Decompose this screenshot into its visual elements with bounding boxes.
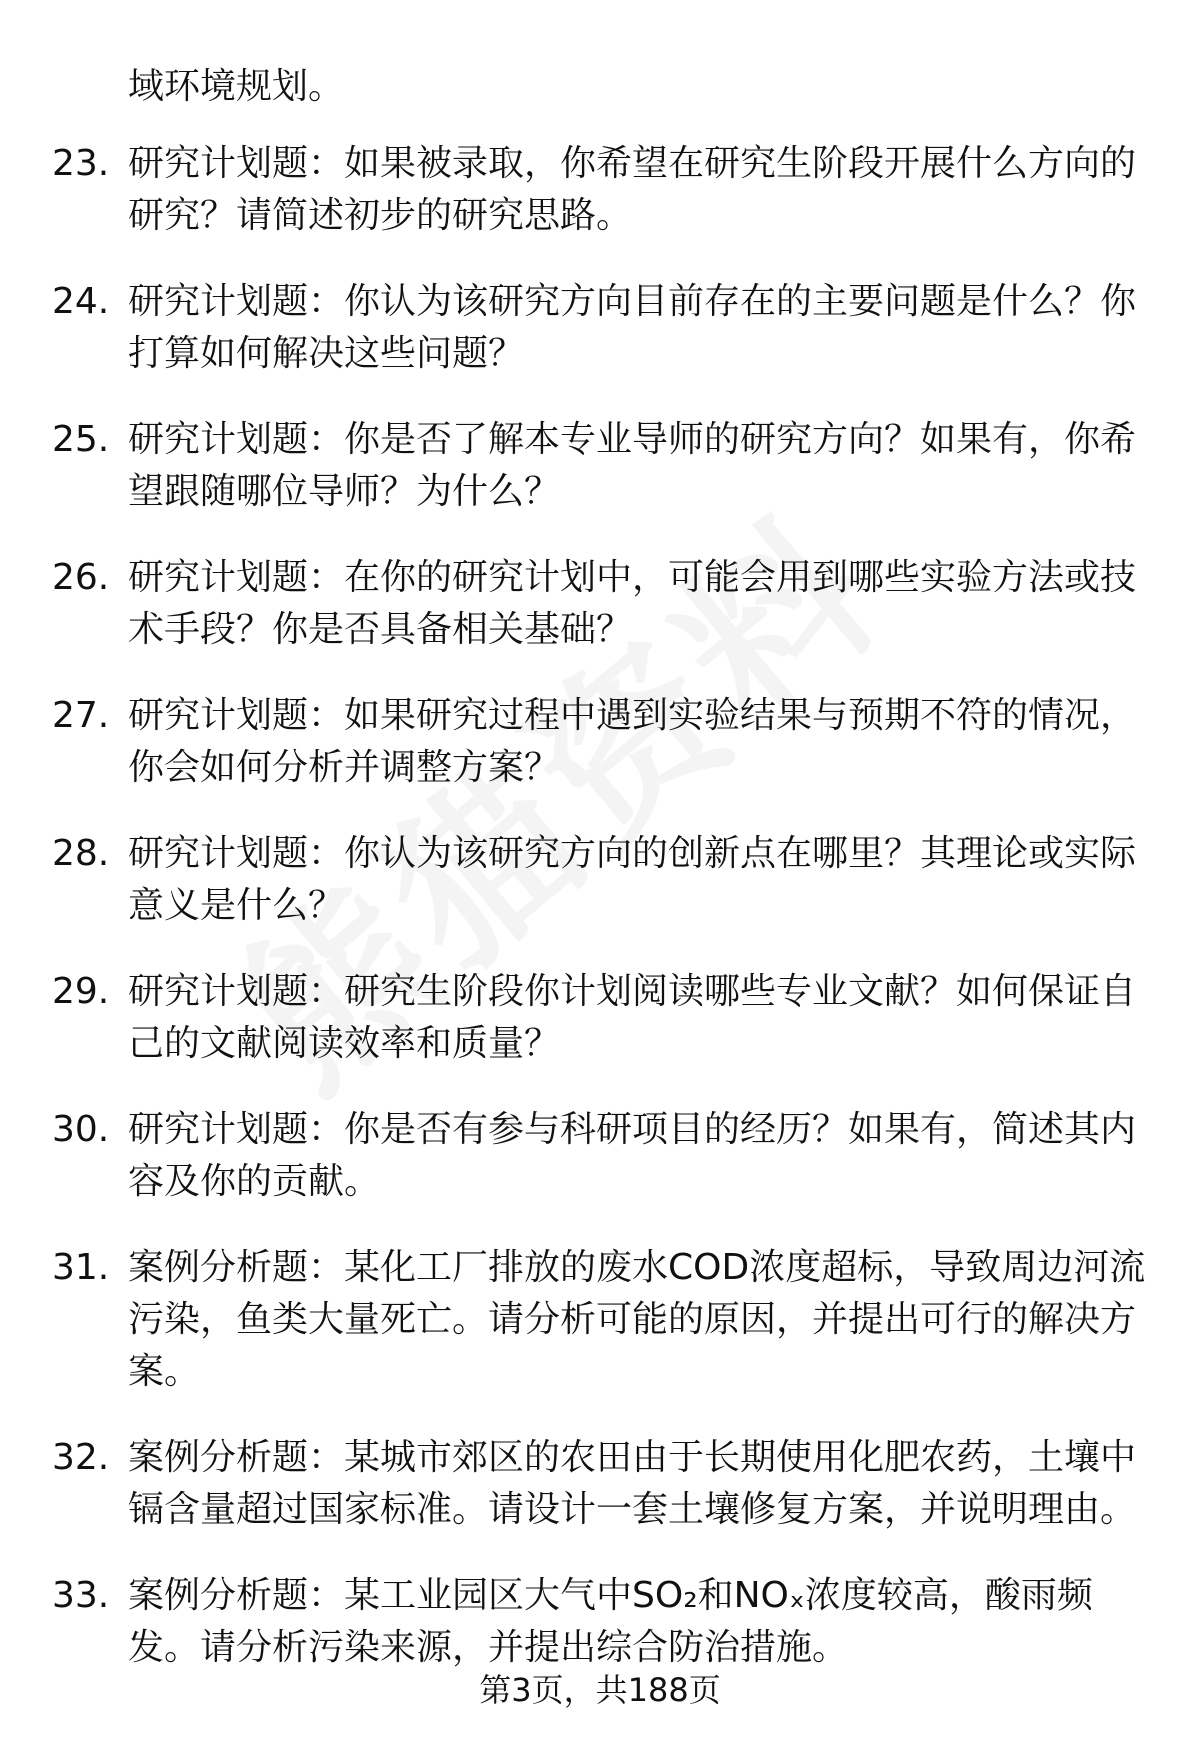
list-item [0,138,1200,242]
item-number: 32. [52,1437,110,1478]
list-item [0,1104,1200,1208]
item-text: 研究计划题：你是否有参与科研项目的经历？如果有，简述其内容及你的贡献。 [128,1109,1137,1202]
item-text: 研究计划题：你是否了解本专业导师的研究方向？如果有，你希望跟随哪位导师？为什么？ [128,419,1137,512]
item-text: 研究计划题：你认为该研究方向的创新点在哪里？其理论或实际意义是什么？ [128,833,1137,926]
item-text: 研究计划题：如果被录取，你希望在研究生阶段开展什么方向的研究？请简述初步的研究思路。 [128,143,1137,236]
item-text: 研究计划题：你认为该研究方向目前存在的主要问题是什么？你打算如何解决这些问题？ [128,281,1137,374]
list-item [0,690,1200,794]
item-number: 25. [52,419,110,460]
item-number: 28. [52,833,110,874]
item-number: 30. [52,1109,110,1150]
item-number: 26. [52,557,110,598]
item-text: 案例分析题：某化工厂排放的废水COD浓度超标，导致周边河流污染，鱼类大量死亡。请分析可能的原因，并提出可行的解决方案。 [128,1247,1146,1392]
item-text: 案例分析题：某工业园区大气中SO₂和NOₓ浓度较高，酸雨频发。请分析污染来源，并提出综合防治措施。 [128,1575,1093,1668]
list-item [0,414,1200,518]
item-text: 案例分析题：某城市郊区的农田由于长期使用化肥农药，土壤中镉含量超过国家标准。请设计一套土壤修复方案，并说明理由。 [128,1437,1137,1530]
item-number: 31. [52,1247,110,1288]
list-item [0,1242,1200,1398]
item-text: 研究计划题：研究生阶段你计划阅读哪些专业文献？如何保证自己的文献阅读效率和质量？ [128,971,1137,1064]
item-number: 33. [52,1575,110,1616]
item-number: 24. [52,281,110,322]
list-item [0,966,1200,1070]
question-list [0,138,1200,1708]
item-text: 研究计划题：在你的研究计划中，可能会用到哪些实验方法或技术手段？你是否具备相关基础？ [128,557,1137,650]
list-item [0,276,1200,380]
list-item [0,828,1200,932]
item-number: 29. [52,971,110,1012]
item-number: 23. [52,143,110,184]
list-item [0,552,1200,656]
continuation-text: 域环境规划。 [128,66,345,107]
item-text: 研究计划题：如果研究过程中遇到实验结果与预期不符的情况，你会如何分析并调整方案？ [128,695,1137,788]
list-item [0,1570,1200,1674]
item-number: 27. [52,695,110,736]
list-item [0,1432,1200,1536]
page-footer: 第3页，共188页 [479,1671,721,1709]
